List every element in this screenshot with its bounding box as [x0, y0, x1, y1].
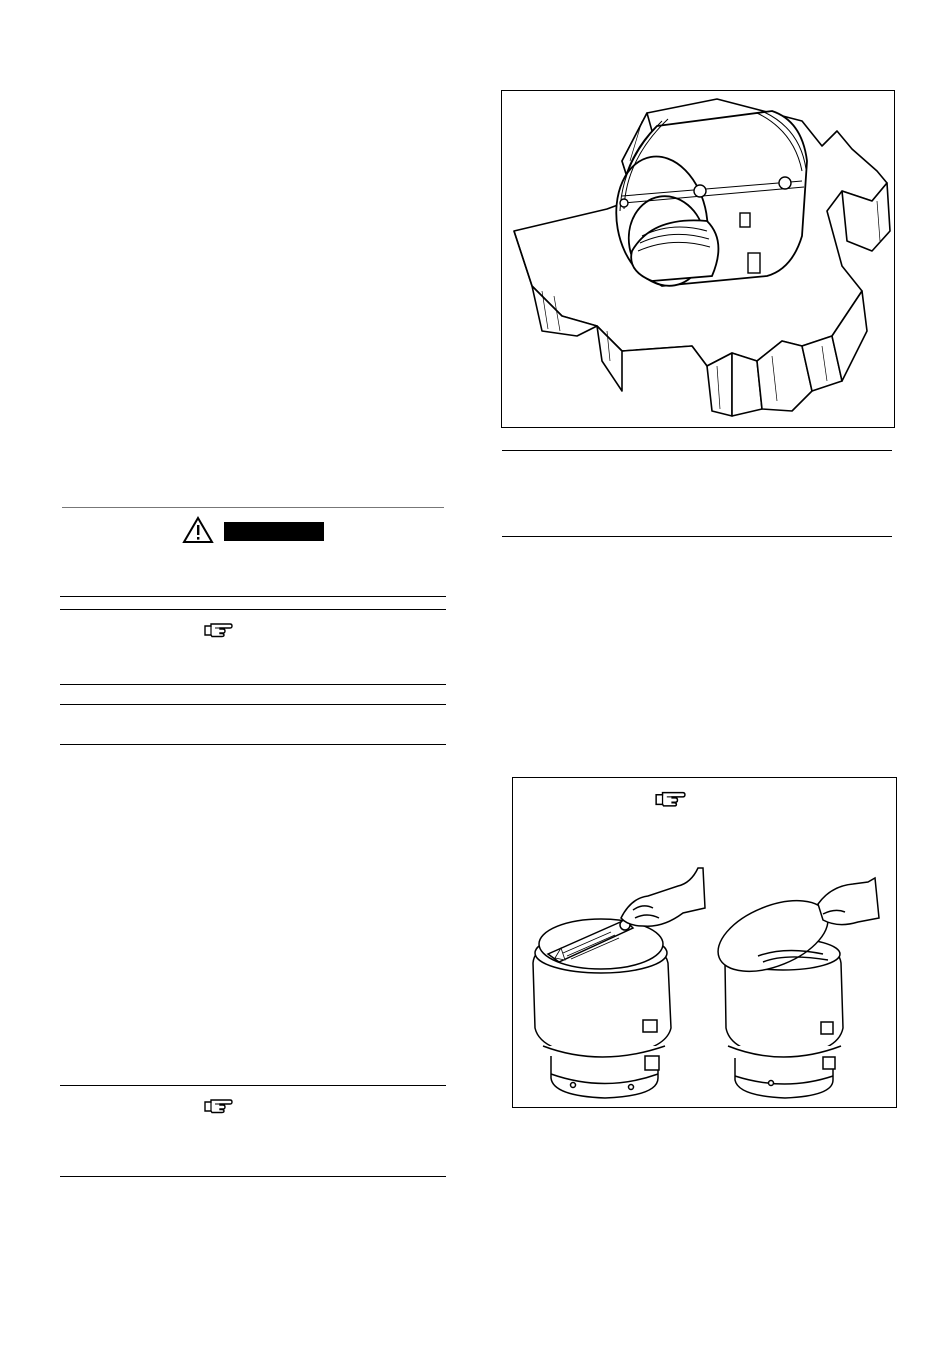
seal-cartridge-figure	[501, 90, 895, 428]
warning-bottom-rule	[60, 596, 446, 597]
figure1-caption-bottom-rule	[502, 536, 892, 537]
note2-top-rule	[60, 1085, 446, 1086]
note1-top-rule	[60, 609, 446, 610]
note2-bottom-rule	[60, 1176, 446, 1177]
warning-top-rule	[62, 507, 444, 508]
section-top-rule	[60, 704, 446, 705]
pointing-hand-icon	[203, 1097, 233, 1115]
warning-triangle-icon	[182, 516, 214, 544]
note1-bottom-rule	[60, 684, 446, 685]
warning-badge	[224, 522, 324, 541]
section-bottom-rule	[60, 744, 446, 745]
pointing-hand-icon	[203, 621, 233, 639]
lid-removal-figure	[512, 777, 897, 1108]
figure1-caption-top-rule	[502, 450, 892, 451]
